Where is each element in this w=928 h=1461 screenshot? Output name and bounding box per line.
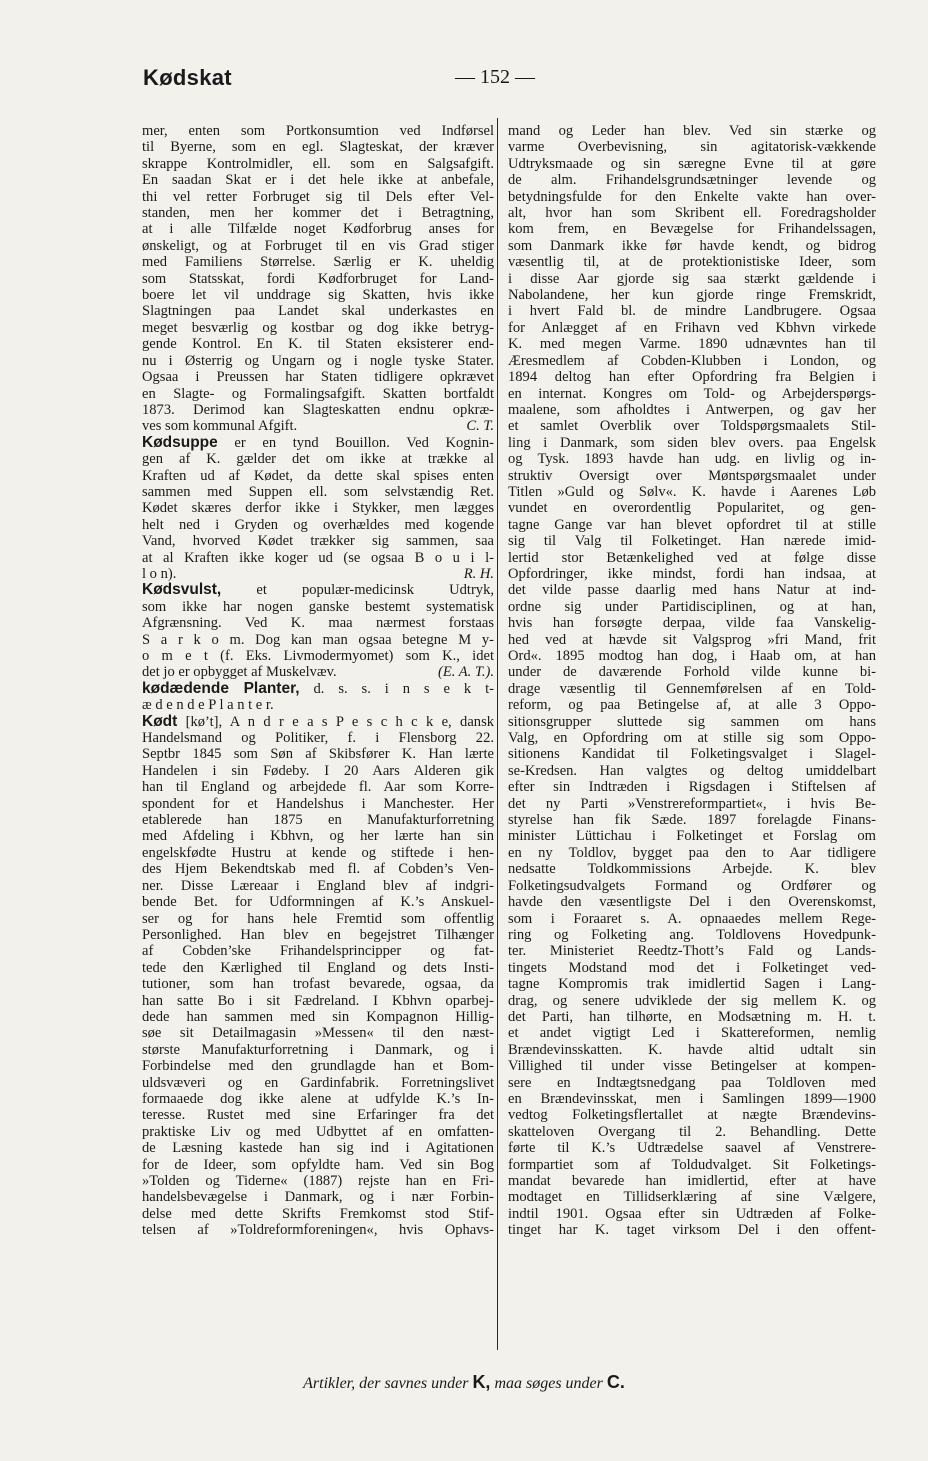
- text-line: standen, men her kommer det i Betragtning,: [142, 205, 494, 222]
- footer-text-pre: Artikler, der savnes under: [303, 1375, 469, 1392]
- text-line: som i Foraaret s. A. opnaaedes mellem Rege-: [508, 910, 876, 927]
- text-line: hvis han forsøgte derpaa, vilde faa Vanskelig-: [508, 615, 876, 632]
- text-line: »Tolden og Tiderne« (1887) rejste han en Fri-: [142, 1173, 494, 1189]
- text-line: det Parti, han tilhørte, en Modsætning m. H. t.: [508, 1008, 876, 1025]
- text-line: ønskeligt, og at Forbruget til en vis Grad stiger: [142, 237, 494, 254]
- text-line: kødædende Planter, d. s. s. i n s e k t-: [142, 680, 494, 697]
- text-line: førte til K.’s Udtrædelse saavel af Venstrere-: [508, 1140, 876, 1157]
- text-line: styrelse han fik Sæde. 1897 forelagde Finans-: [508, 812, 876, 829]
- text-line: mandat bevarede han imidlertid, efter at have: [508, 1173, 876, 1189]
- text-line: skatteloven Overgang til 2. Behandling. Dette: [508, 1123, 876, 1140]
- text-line: sitionsgrupper sluttede sig sammen om hans: [508, 713, 876, 730]
- text-line: boere let vil unddrage sig Skatten, hvis ikke: [142, 287, 494, 304]
- text-line: Ogsaa i Preussen har Staten tidligere opkrævet: [142, 369, 494, 386]
- text-line: sig til Valg til Folketinget. Han nærede imid-: [508, 533, 876, 550]
- text-line: modtaget en Tillidserklæring af sine Vælgere,: [508, 1189, 876, 1206]
- text-line: drage væsentlig til Gennemførelsen af en Told-: [508, 680, 876, 697]
- text-line: maalene, som afholdtes i Antwerpen, og gav her: [508, 401, 876, 418]
- column-divider: [497, 118, 498, 1350]
- text-line: gende Kontrol. En K. til Staten eksisterer end-: [142, 336, 494, 353]
- text-line: som ikke har nogen ganske bestemt systematisk: [142, 598, 494, 615]
- text-line: praktiske Liv og med Udbyttet af en omfatten-: [142, 1123, 494, 1140]
- text-line: som Danmark ikke før havde kendt, og bidrog: [508, 237, 876, 254]
- text-line: med Familiens Størrelse. Særlig er K. uheldig: [142, 254, 494, 271]
- text-line: Kødsvulst, et populær-medicinsk Udtryk,: [142, 582, 494, 599]
- text-line: En saadan Skat er i det hele ikke at anbefale,: [142, 172, 494, 189]
- text-line: tagne Kompromis trak imidlertid Sagen i Lang-: [508, 976, 876, 993]
- footer-letter-k: K,: [472, 1372, 491, 1392]
- text-line: søe sit Detailmagasin »Messen« til den næst-: [142, 1025, 494, 1042]
- text-line: Kødt [kø’t], A n d r e a s P e s c h c k e, dansk: [142, 713, 494, 730]
- text-line: en internat. Kongres om Told- og Arbejderspørgs-: [508, 385, 876, 402]
- text-line: Kødet skæres derfor ikke i Stykker, men lægges: [142, 500, 494, 517]
- text-line: vedtog Folketingsflertallet at nægte Brændevins-: [508, 1107, 876, 1124]
- text-line: S a r k o m. Dog kan man ogsaa betegne M y-: [142, 631, 494, 648]
- running-headword: Kødskat: [143, 65, 232, 90]
- text-line: engelskfødte Hustru at kende og stiftede i hen-: [142, 844, 494, 861]
- footer-letter-c: C.: [606, 1372, 625, 1392]
- text-line: drag, og senere udviklede der sig mellem K. og: [508, 992, 876, 1009]
- text-line: Afgrænsning. Ved K. maa nærmest forstaas: [142, 615, 494, 632]
- text-line: mand og Leder han blev. Ved sin stærke og: [508, 123, 876, 139]
- text-line: sere en Indtægtsnedgang paa Toldloven med: [508, 1074, 876, 1091]
- text-line: lertid stor Betænkelighed ved at følge disse: [508, 549, 876, 566]
- text-line: med Afdeling i Kbhvn, og her lærte han sin: [142, 828, 494, 845]
- text-line: vundet en overordentlig Popularitet, og gen-: [508, 500, 876, 517]
- text-line: se-Kredsen. Han valgtes og deltog umiddelbart: [508, 762, 876, 779]
- text-line: Personlighed. Han blev en begejstret Tilhænger: [142, 926, 494, 943]
- text-line: Æresmedlem af Cobden-Klubben i London, og: [508, 352, 876, 369]
- left-column: [142, 123, 494, 1239]
- text-line: K. med megen Varme. 1890 udnævntes han til: [508, 336, 876, 353]
- text-line: Villighed til under visse Betingelser at kompen-: [508, 1058, 876, 1075]
- text-line: delse med dette Skrifts Fremkomst stod Stif-: [142, 1205, 494, 1222]
- author-signature: R. H.: [463, 565, 494, 582]
- entry-headword: kødædende Planter,: [142, 680, 300, 697]
- text-line: struktiv Oversigt over Møntspørgsmaalet under: [508, 467, 876, 484]
- text-line: Nabolandene, her kun gjorde ringe Fremskridt,: [508, 287, 876, 304]
- text-line: mer, enten som Portkonsumtion ved Indførsel: [142, 123, 494, 139]
- text-line: formaaede dog ikke alene at udfylde K.’s In-: [142, 1090, 494, 1107]
- author-signature: C. T.: [466, 418, 494, 435]
- text-line: det vilde passe daarlig med hans Natur at ind-: [508, 582, 876, 599]
- text-line: Handelen i sin Fødeby. I 20 Aars Alderen gik: [142, 762, 494, 779]
- text-line: Kraften ud af Kødet, da dette skal spises enten: [142, 467, 494, 484]
- text-line: Kødsuppe er en tynd Bouillon. Ved Kognin-: [142, 434, 494, 451]
- text-line: teresse. Rustet med sine Erfaringer fra det: [142, 1107, 494, 1124]
- text-line: tutioner, som han trofast bevarede, ogsaa, da: [142, 976, 494, 993]
- text-line: reform, og paa Betingelse af, at alle 3 Oppo-: [508, 697, 876, 714]
- text-line: formpartiet som af Toldudvalget. Sit Folketings-: [508, 1156, 876, 1173]
- text-line: dede han sammen med sin Kompagnon Hillig-: [142, 1008, 494, 1025]
- page-number: — 152 —: [455, 66, 535, 88]
- text-line: Vand, hvorved Kødet trækker sig sammen, saa: [142, 533, 494, 550]
- text-line: en ny Toldlov, bygget paa den to Aar tidligere: [508, 844, 876, 861]
- text-line: telsen af »Toldreformforeningen«, hvis Ophavs-: [142, 1222, 494, 1239]
- text-line: æ d e n d e P l a n t e r.: [142, 697, 274, 714]
- text-line: og Tysk. 1893 havde han udg. en livlig og in-: [508, 451, 876, 468]
- text-line: sammen med Suppen ell. som selvstændig Ret.: [142, 483, 494, 500]
- text-line: thi vel retter Forbruget sig til Dels efter Vel-: [142, 188, 494, 205]
- text-line: ter. Ministeriet Reedtz-Thott’s Fald og Lands-: [508, 943, 876, 960]
- text-line: spondent for et Handelshus i Manchester. Her: [142, 795, 494, 812]
- right-column: [508, 123, 876, 1239]
- entry-headword: Kødt: [142, 713, 178, 730]
- text-line: Handelsmand og Politiker, f. i Flensborg 22.: [142, 730, 494, 747]
- text-line: af Cobden’ske Frihandelsprincipper og fat-: [142, 943, 494, 960]
- text-line: som Statsskat, fordi Kødforbruget for Land-: [142, 270, 494, 287]
- text-line: at al Kraften ikke koger ud (se ogsaa B o u i l-: [142, 549, 494, 566]
- text-line: største Manufakturforretning i Danmark, og i: [142, 1041, 494, 1058]
- text-line: betydningsfulde for den Enkelte vakte han over-: [508, 188, 876, 205]
- text-line: uldsvæveri og en Gardinfabrik. Forretningslivet: [142, 1074, 494, 1091]
- text-line: l o n). R. H.: [142, 565, 494, 582]
- text-line: under de daværende Forhold vilde kunne bi-: [508, 664, 876, 681]
- text-line: meget besværlig og kostbar og dog ikke betryg-: [142, 319, 494, 336]
- text-line: tinget har K. taget virksom Del i den offent-: [508, 1222, 876, 1239]
- page-header: [0, 0, 928, 110]
- text-line: det jo er opbygget af Muskelvæv. (E. A. T.).: [142, 664, 494, 681]
- text-line: Folketingsudvalgets Formand og Ordfører og: [508, 877, 876, 894]
- text-line: varme Overbevisning, sin agitatorisk-vækkende: [508, 139, 876, 156]
- text-line: 1894 deltog han efter Opfordring fra Belgien i: [508, 369, 876, 386]
- text-line: tagne Gange var han blevet opfordret til at stille: [508, 516, 876, 533]
- text-line: de alm. Frihandelsgrundsætninger levende og: [508, 172, 876, 189]
- text-line: minister Lüttichau i Folketinget et Forslag om: [508, 828, 876, 845]
- text-line: i hvert Fald bl. de mindre Landbrugere. Ogsaa: [508, 303, 876, 320]
- text-line: gen af K. gælder det om ikke at trække al: [142, 451, 494, 468]
- text-line: etablerede han 1875 en Manufakturforretning: [142, 812, 494, 829]
- text-line: Titlen »Guld og Sølv«. K. havde i Aarenes Løb: [508, 483, 876, 500]
- text-line: sitionens Kandidat til Folketingsvalget i Slagel-: [508, 746, 876, 763]
- text-line: en Brændevinsskat, men i Samlingen 1899—1900: [508, 1090, 876, 1107]
- text-line: ner. Disse Læreaar i England blev af indgri-: [142, 877, 494, 894]
- text-line: det ny Parti »Venstrereformpartiet«, i hvis Be-: [508, 795, 876, 812]
- footer-text-mid: maa søges under: [494, 1375, 603, 1392]
- text-line: alt, hvor han som Skribent ell. Foredragsholder: [508, 205, 876, 222]
- text-line: tingets Modstand mod det i Folketinget ved-: [508, 959, 876, 976]
- text-line: 1873. Derimod kan Slagteskatten endnu opkræ-: [142, 401, 494, 418]
- text-line: skrappe Kontrolmidler, ell. som en Salgsafgift.: [142, 155, 494, 172]
- text-line: for Anlægget af en Frihavn ved Kbhvn virkede: [508, 319, 876, 336]
- text-line: at i alle Tilfælde noget Kødforbrug anses for: [142, 221, 494, 238]
- author-signature: (E. A. T.).: [437, 664, 494, 681]
- text-line: for de Ideer, som opfyldte ham. Ved sin Bog: [142, 1156, 494, 1173]
- text-line: hed ved at hævde sit Valgsprog »fri Mand, frit: [508, 631, 876, 648]
- text-line: handelsbevægelse i Danmark, og i nær Forbin-: [142, 1189, 494, 1206]
- text-line: ves som kommunal Afgift. C. T.: [142, 418, 494, 435]
- entry-headword: Kødsuppe: [142, 434, 218, 451]
- text-line: Septbr 1845 som Søn af Skibsfører K. Han lærte: [142, 746, 494, 763]
- text-line: nedsatte Toldkommissions Arbejde. K. blev: [508, 861, 876, 878]
- text-line: ordne sig under Partidisciplinen, og at han,: [508, 598, 876, 615]
- text-line: de Læsning kastede han sig ind i Agitationen: [142, 1140, 494, 1157]
- text-line: Brændevinsskatten. K. havde altid udtalt sin: [508, 1041, 876, 1058]
- text-line: ling i Danmark, som siden blev overs. paa Engelsk: [508, 434, 876, 451]
- text-line: bende Bet. for Udformningen af K.’s Anskuel-: [142, 894, 494, 911]
- text-line: Valg, en Opfordring om at stille sig som Oppo-: [508, 730, 876, 747]
- text-line: et samlet Overblik over Toldspørgsmaalets Stil-: [508, 418, 876, 435]
- text-line: i disse Aar gjorde sig saa stærkt gældende i: [508, 270, 876, 287]
- text-line: havde den væsentligste Del i den Overenskomst,: [508, 894, 876, 911]
- text-line: et andet vigtigt Led i Skattereformen, nemlig: [508, 1025, 876, 1042]
- entry-headword: Kødsvulst,: [142, 582, 222, 599]
- text-line: han til England og arbejdede fl. Aar som Korre-: [142, 779, 494, 796]
- text-line: kom frem, en Bevægelse for Frihandelssagen,: [508, 221, 876, 238]
- text-line: helt ned i Gryden og overhældes med kogende: [142, 516, 494, 533]
- text-line: Opfordringer, ikke mindst, fordi han indsaa, at: [508, 565, 876, 582]
- text-line: Udtryksmaade og sin særegne Evne til at gøre: [508, 155, 876, 172]
- text-line: efter sin Indtræden i Rigsdagen i Stiftelsen af: [508, 779, 876, 796]
- text-line: ring og Folketing ang. Toldlovens Hovedpunk-: [508, 926, 876, 943]
- text-line: Ord«. 1895 modtog han dog, i Haab om, at han: [508, 648, 876, 664]
- text-line: tede den Kærlighed til England og dets Insti-: [142, 959, 494, 976]
- text-line: Forbindelse med den grundlagde han et Bom-: [142, 1058, 494, 1075]
- text-line: til Byerne, som en egl. Slagteskat, der kræver: [142, 139, 494, 156]
- text-line: indtil 1901. Ogsaa efter sin Udtræden af Folke-: [508, 1205, 876, 1222]
- page-footer: [0, 1372, 928, 1393]
- text-line: o m e t (f. Eks. Livmodermyomet) som K., idet: [142, 648, 494, 664]
- text-line: væsentlig til, at de protektionistiske Ideer, som: [508, 254, 876, 271]
- text-line: han satte Bo i sit Fædreland. I Kbhvn oparbej-: [142, 992, 494, 1009]
- text-line: des Hjem Bekendtskab med fl. af Cobden’s Ven-: [142, 861, 494, 878]
- text-line: nu i Østerrig og Ungarn og i nogle tyske Stater.: [142, 352, 494, 369]
- text-line: Slagtningen paa Landet skal underkastes en: [142, 303, 494, 320]
- text-line: en Slagte- og Formalingsafgift. Skatten bortfaldt: [142, 385, 494, 402]
- text-line: ser og for hans hele Fremtid som offentlig: [142, 910, 494, 927]
